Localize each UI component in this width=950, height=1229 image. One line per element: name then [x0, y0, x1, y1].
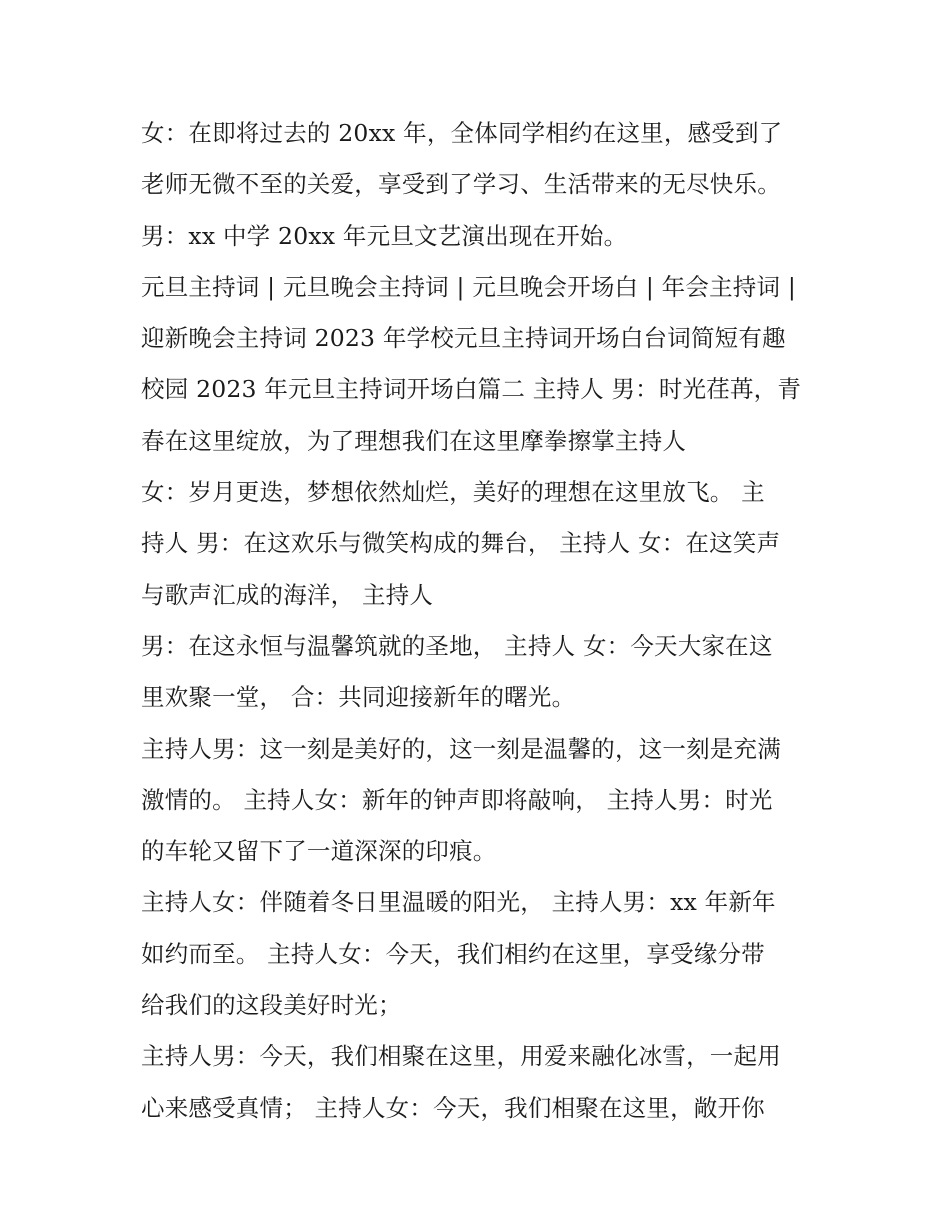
text-line: 春在这里绽放，为了理想我们在这里摩拳擦掌主持人: [141, 426, 687, 455]
text-line: 男：xx 中学 20xx 年元旦文艺演出现在开始。: [141, 221, 628, 250]
text-line: 主持人男：这一刻是美好的，这一刻是温馨的，这一刻是充满: [141, 734, 781, 763]
text-line: 老师无微不至的关爱，享受到了学习、生活带来的无尽快乐。: [141, 170, 781, 199]
text-line: 激情的。 主持人女：新年的钟声即将敲响， 主持人男：时光: [141, 785, 773, 814]
text-line: 持人 男：在这欢乐与微笑构成的舞台， 主持人 女：在这笑声: [141, 529, 781, 558]
text-line: 迎新晚会主持词 2023 年学校元旦主持词开场白台词简短有趣: [141, 324, 786, 353]
text-line: 心来感受真情； 主持人女：今天，我们相聚在这里，敞开你: [141, 1093, 765, 1122]
text-line: 与歌声汇成的海洋， 主持人: [141, 580, 434, 609]
body-text: [141, 108, 831, 1134]
text-line: 里欢聚一堂， 合：共同迎接新年的曙光。: [141, 683, 576, 712]
text-line: 如约而至。 主持人女：今天，我们相约在这里，享受缘分带: [141, 939, 765, 968]
text-line: 校园 2023 年元旦主持词开场白篇二 主持人 男：时光荏苒，青: [141, 375, 802, 404]
text-line: 的车轮又留下了一道深深的印痕。: [141, 837, 497, 866]
text-line: 给我们的这段美好时光；: [141, 991, 402, 1020]
text-line: 主持人男：今天，我们相聚在这里，用爱来融化冰雪，一起用: [141, 1042, 781, 1071]
text-line: 女：岁月更迭，梦想依然灿烂，美好的理想在这里放飞。 主: [141, 478, 765, 507]
text-line: 男：在这永恒与温馨筑就的圣地， 主持人 女：今天大家在这: [141, 631, 773, 660]
text-line: 女：在即将过去的 20xx 年，全体同学相约在这里，感受到了: [141, 119, 783, 147]
text-line: 元旦主持词 | 元旦晚会主持词 | 元旦晚会开场白 | 年会主持词 |: [141, 272, 796, 301]
text-line: 主持人女：伴随着冬日里温暖的阳光， 主持人男：xx 年新年: [141, 888, 776, 917]
